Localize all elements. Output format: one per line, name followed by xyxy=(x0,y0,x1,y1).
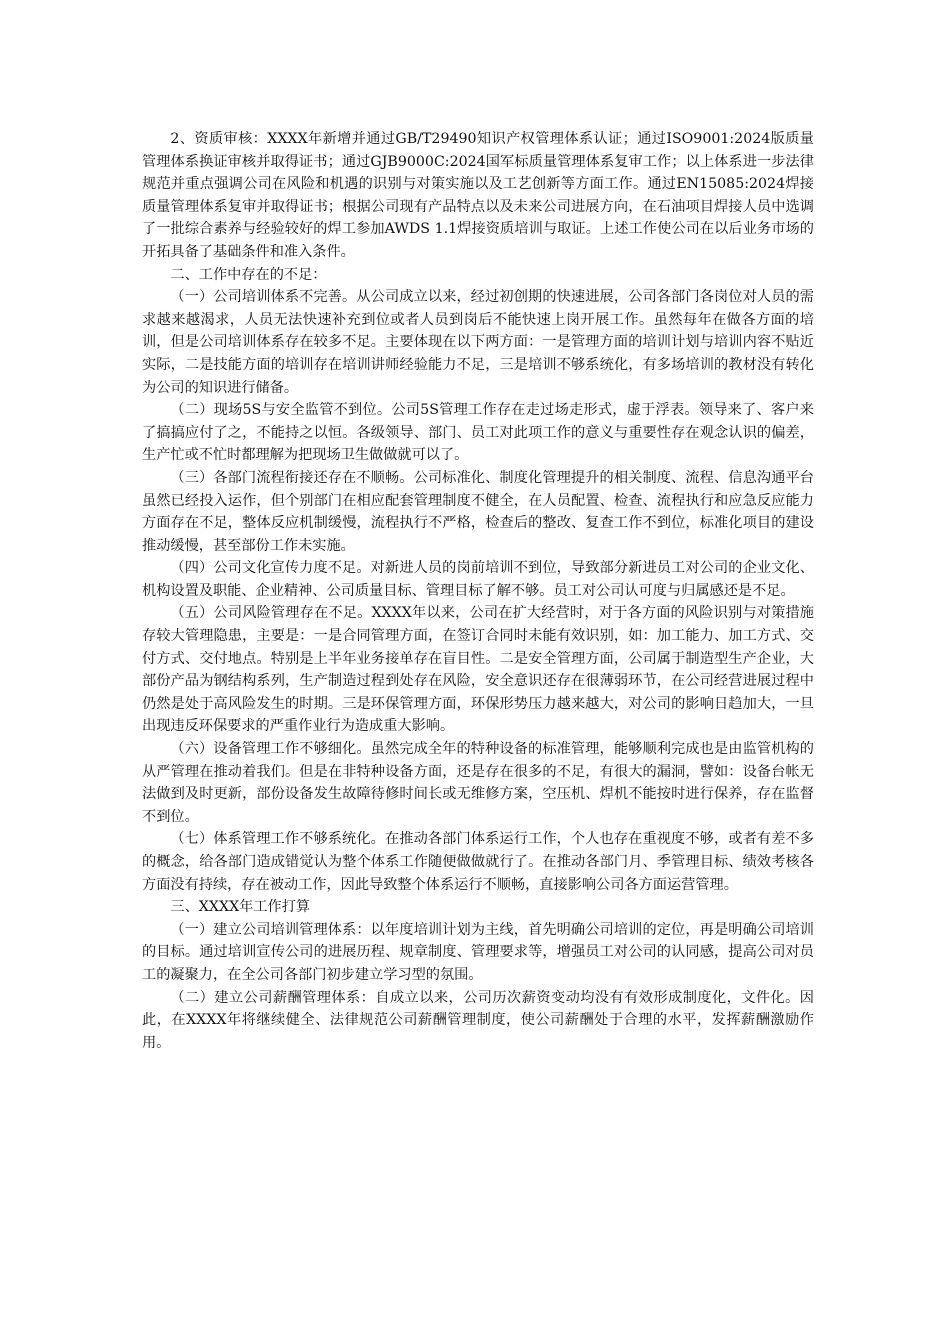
document-page xyxy=(142,128,814,1054)
paragraph-training-system: （一）公司培训体系不完善。从公司成立以来，经过初创期的快速进展，公司各部门各岗位对人员的需求越来越渴求，人员无法快速补充到位或者人员到岗后不能快速上岗开展工作。虽然每年在做各方面的培训，但是公司培训体系存在较多不足。主要体现在以下两方面：一是管理方面的培训计划与培训内容不贴近实际，二是技能方面的培训存在培训讲师经验能力不足，三是培训不够系统化，有多场培训的教材没有转化为公司的知识进行储备。 xyxy=(142,289,814,396)
paragraph-training-plan: （一）建立公司培训管理体系：以年度培训计划为主线，首先明确公司培训的定位，再是明确公司培训的目标。通过培训宣传公司的进展历程、规章制度、管理要求等，增强员工对公司的认同感，提高公司对员工的凝聚力，在全公司各部门初步建立学习型的氛围。 xyxy=(142,921,814,983)
paragraph-qualification-audit: 2、资质审核：XXXX年新增并通过GB/T29490知识产权管理体系认证；通过ISO9001:2024版质量管理体系换证审核并取得证书；通过GJB9000C:2024国军标质量管理体系复审工作；以上体系进一步法律规范并重点强调公司在风险和机遇的识别与对策实施以及工艺创新等方面工作。通过EN15085:2024焊接质量管理体系复审并取得证书；根据公司现有产品特点以及未来公司进展方向，在石油项目焊接人员中选调了一批综合素养与经验较好的焊工参加AWDS 1.1焊接资质培训与取证。上述工作使公司在以后业务市场的开拓具备了基础条件和准入条件。 xyxy=(142,131,814,260)
section-heading-shortcomings: 二、工作中存在的不足： xyxy=(170,266,327,283)
paragraph-5s-safety: （二）现场5S与安全监管不到位。公司5S管理工作存在走过场走形式，虚于浮表。领导来了、客户来了搞搞应付了之，不能持之以恒。各级领导、部门、员工对此项工作的意义与重要性存在观念认识的偏差，生产忙或不忙时都理解为把现场卫生做做就可以了。 xyxy=(142,402,814,464)
paragraph-system-management: （七）体系管理工作不够系统化。在推动各部门体系运行工作，个人也存在重视度不够，或者有差不多的概念，给各部门造成错觉认为整个体系工作随便做做就行了。在推动各部门月、季管理目标、绩效考核各方面没有持续，存在被动工作，因此导致整个体系运行不顺畅，直接影响公司各方面运营管理。 xyxy=(142,831,814,893)
paragraph-salary-plan: （二）建立公司薪酬管理体系：自成立以来，公司历次薪资变动均没有有效形成制度化，文件化。因此，在XXXX年将继续健全、法律规范公司薪酬管理制度，使公司薪酬处于合理的水平，发挥薪酬激励作用。 xyxy=(142,989,814,1051)
paragraph-risk-management: （五）公司风险管理存在不足。XXXX年以来，公司在扩大经营时，对于各方面的风险识别与对策措施存较大管理隐患，主要是：一是合同管理方面，在签订合同时未能有效识别，如：加工能力、加工方式、交付方式、交付地点。特别是上半年业务接单存在盲目性。二是安全管理方面，公司属于制造型生产企业，大部份产品为钢结构系列，生产制造过程到处存在风险，安全意识还存在很薄弱环节，在公司经营进展过程中仍然是处于高风险发生的时期。三是环保管理方面，环保形势压力越来越大，对公司的影响日趋加大，一旦出现违反环保要求的严重作业行为造成重大影响。 xyxy=(142,605,814,735)
section-heading-plan: 三、XXXX年工作打算 xyxy=(170,899,311,916)
paragraph-process-connection: （三）各部门流程衔接还存在不顺畅。公司标准化、制度化管理提升的相关制度、流程、信息沟通平台虽然已经投入运作，但个别部门在相应配套管理制度不健全，在人员配置、检查、流程执行和应急反应能力方面存在不足，整体反应机制缓慢，流程执行不严格，检查后的整改、复查工作不到位，标准化项目的建设推动缓慢，甚至部份工作未实施。 xyxy=(142,469,814,554)
paragraph-equipment-management: （六）设备管理工作不够细化。虽然完成全年的特种设备的标准管理，能够顺利完成也是由监管机构的从严管理在推动着我们。但是在非特种设备方面，还是存在很多的不足，有很大的漏洞，譬如：设备台帐无法做到及时更新，部份设备发生故障待修时间长或无维修方案，空压机、焊机不能按时进行保养，存在监督不到位。 xyxy=(142,741,814,825)
paragraph-culture-promotion: （四）公司文化宣传力度不足。对新进人员的岗前培训不到位，导致部分新进员工对公司的企业文化、机构设置及职能、企业精神、公司质量目标、管理目标了解不够。员工对公司认可度与归属感还是不足。 xyxy=(142,560,814,599)
